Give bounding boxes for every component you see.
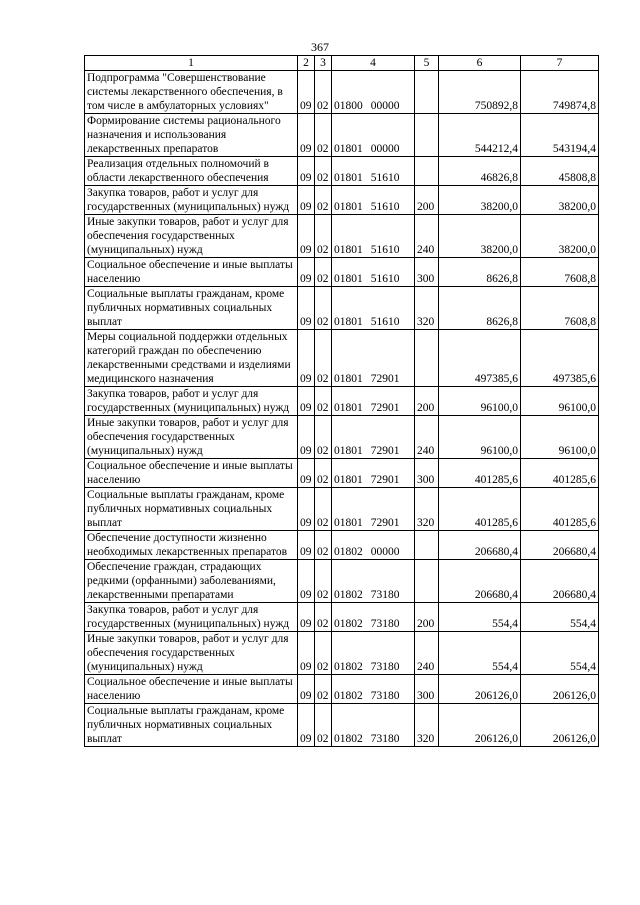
section-code-cell: 09 <box>298 287 315 330</box>
table-row <box>85 416 599 459</box>
section-code-cell: 09 <box>298 603 315 632</box>
expense-type-cell: 300 <box>415 459 439 488</box>
target-article-cell <box>332 488 415 531</box>
subsection-code-cell: 02 <box>315 215 332 258</box>
target-article-cell <box>332 632 415 675</box>
amount-year1-cell: 38200,0 <box>439 215 521 258</box>
row-name-cell: Закупка товаров, работ и услуг для государственных (муниципальных) нужд <box>85 603 298 632</box>
program-code: 01801 <box>334 474 363 486</box>
section-code-cell: 09 <box>298 258 315 287</box>
section-code-cell: 09 <box>298 330 315 387</box>
subsection-code-cell: 02 <box>315 157 332 186</box>
amount-year1-cell: 497385,6 <box>439 330 521 387</box>
direction-code: 72901 <box>370 445 400 457</box>
amount-year1-cell: 8626,8 <box>439 287 521 330</box>
table-row <box>85 258 599 287</box>
budget-table <box>84 55 599 747</box>
expense-type-cell: 300 <box>415 675 439 704</box>
table-row <box>85 488 599 531</box>
amount-year2-cell: 96100,0 <box>521 416 599 459</box>
amount-year2-cell: 45808,8 <box>521 157 599 186</box>
subsection-code-cell: 02 <box>315 560 332 603</box>
table-row <box>85 71 599 114</box>
section-code-cell: 09 <box>298 71 315 114</box>
table-row <box>85 459 599 488</box>
program-code: 01800 <box>334 100 363 112</box>
amount-year2-cell: 7608,8 <box>521 287 599 330</box>
amount-year1-cell: 206680,4 <box>439 560 521 603</box>
expense-type-cell: 320 <box>415 287 439 330</box>
section-code-cell: 09 <box>298 459 315 488</box>
program-code: 01801 <box>334 517 363 529</box>
amount-year2-cell: 206126,0 <box>521 704 599 747</box>
section-code-cell: 09 <box>298 675 315 704</box>
program-code: 01801 <box>334 143 363 155</box>
direction-code: 51610 <box>370 273 400 285</box>
target-article-cell <box>332 186 415 215</box>
subsection-code-cell: 02 <box>315 603 332 632</box>
target-article-cell <box>332 71 415 114</box>
target-article-cell <box>332 157 415 186</box>
subsection-code-cell: 02 <box>315 114 332 157</box>
amount-year1-cell: 206680,4 <box>439 531 521 560</box>
target-article-cell <box>332 387 415 416</box>
program-code: 01801 <box>334 244 363 256</box>
amount-year2-cell: 543194,4 <box>521 114 599 157</box>
row-name-cell: Меры социальной поддержки отдельных категорий граждан по обеспечению лекарственными средствами и изделиями медицинского назначения <box>85 330 298 387</box>
target-article-cell <box>332 416 415 459</box>
subsection-code-cell: 02 <box>315 330 332 387</box>
program-code: 01802 <box>334 546 363 558</box>
table-row <box>85 603 599 632</box>
row-name-cell: Социальные выплаты гражданам, кроме публичных нормативных социальных выплат <box>85 488 298 531</box>
row-name-cell: Социальные выплаты гражданам, кроме публичных нормативных социальных выплат <box>85 704 298 747</box>
program-code: 01802 <box>334 733 363 745</box>
row-name-cell: Обеспечение доступности жизненно необходимых лекарственных препаратов <box>85 531 298 560</box>
amount-year1-cell: 96100,0 <box>439 416 521 459</box>
section-code-cell: 09 <box>298 531 315 560</box>
direction-code: 73180 <box>370 618 400 630</box>
direction-code: 73180 <box>370 589 400 601</box>
table-row <box>85 186 599 215</box>
table-row <box>85 157 599 186</box>
expense-type-cell <box>415 531 439 560</box>
table-row <box>85 560 599 603</box>
target-article-cell <box>332 459 415 488</box>
target-article-cell <box>332 675 415 704</box>
program-code: 01801 <box>334 316 363 328</box>
header-row <box>85 56 599 71</box>
subsection-code-cell: 02 <box>315 387 332 416</box>
target-article-cell <box>332 531 415 560</box>
expense-type-cell <box>415 560 439 603</box>
expense-type-cell <box>415 330 439 387</box>
program-code: 01801 <box>334 373 363 385</box>
program-code: 01802 <box>334 690 363 702</box>
expense-type-cell: 240 <box>415 632 439 675</box>
expense-type-cell <box>415 71 439 114</box>
column-header: 7 <box>521 56 599 71</box>
column-header: 3 <box>315 56 332 71</box>
section-code-cell: 09 <box>298 704 315 747</box>
section-code-cell: 09 <box>298 186 315 215</box>
program-code: 01801 <box>334 273 363 285</box>
direction-code: 51610 <box>370 172 400 184</box>
row-name-cell: Иные закупки товаров, работ и услуг для обеспечения государственных (муниципальных) нужд <box>85 215 298 258</box>
amount-year1-cell: 554,4 <box>439 603 521 632</box>
amount-year1-cell: 206126,0 <box>439 704 521 747</box>
row-name-cell: Иные закупки товаров, работ и услуг для обеспечения государственных (муниципальных) нужд <box>85 416 298 459</box>
row-name-cell: Социальное обеспечение и иные выплаты населению <box>85 258 298 287</box>
program-code: 01801 <box>334 172 363 184</box>
section-code-cell: 09 <box>298 416 315 459</box>
program-code: 01802 <box>334 589 363 601</box>
section-code-cell: 09 <box>298 114 315 157</box>
table-row <box>85 287 599 330</box>
section-code-cell: 09 <box>298 387 315 416</box>
amount-year2-cell: 38200,0 <box>521 215 599 258</box>
column-header: 5 <box>415 56 439 71</box>
subsection-code-cell: 02 <box>315 488 332 531</box>
direction-code: 51610 <box>370 316 400 328</box>
program-code: 01801 <box>334 201 363 213</box>
direction-code: 00000 <box>370 546 400 558</box>
section-code-cell: 09 <box>298 157 315 186</box>
amount-year1-cell: 206126,0 <box>439 675 521 704</box>
expense-type-cell: 200 <box>415 603 439 632</box>
amount-year1-cell: 401285,6 <box>439 459 521 488</box>
program-code: 01801 <box>334 445 363 457</box>
section-code-cell: 09 <box>298 215 315 258</box>
amount-year2-cell: 7608,8 <box>521 258 599 287</box>
subsection-code-cell: 02 <box>315 416 332 459</box>
amount-year1-cell: 8626,8 <box>439 258 521 287</box>
subsection-code-cell: 02 <box>315 258 332 287</box>
amount-year2-cell: 554,4 <box>521 632 599 675</box>
subsection-code-cell: 02 <box>315 186 332 215</box>
amount-year1-cell: 46826,8 <box>439 157 521 186</box>
amount-year1-cell: 38200,0 <box>439 186 521 215</box>
subsection-code-cell: 02 <box>315 287 332 330</box>
column-header: 1 <box>85 56 298 71</box>
subsection-code-cell: 02 <box>315 632 332 675</box>
subsection-code-cell: 02 <box>315 675 332 704</box>
expense-type-cell: 320 <box>415 488 439 531</box>
target-article-cell <box>332 560 415 603</box>
amount-year2-cell: 96100,0 <box>521 387 599 416</box>
target-article-cell <box>332 258 415 287</box>
direction-code: 73180 <box>370 733 400 745</box>
direction-code: 72901 <box>370 402 400 414</box>
amount-year2-cell: 401285,6 <box>521 459 599 488</box>
amount-year2-cell: 401285,6 <box>521 488 599 531</box>
section-code-cell: 09 <box>298 560 315 603</box>
direction-code: 51610 <box>370 244 400 256</box>
page-number: 367 <box>311 40 329 54</box>
table-row <box>85 387 599 416</box>
row-name-cell: Подпрограмма "Совершенствование системы лекарственного обеспечения, в том числе в амбулаторных условиях" <box>85 71 298 114</box>
table-row <box>85 531 599 560</box>
row-name-cell: Социальное обеспечение и иные выплаты населению <box>85 675 298 704</box>
table-row <box>85 215 599 258</box>
row-name-cell: Социальное обеспечение и иные выплаты населению <box>85 459 298 488</box>
expense-type-cell: 240 <box>415 215 439 258</box>
direction-code: 00000 <box>370 143 400 155</box>
row-name-cell: Обеспечение граждан, страдающих редкими (орфанными) заболеваниями, лекарственными препаратами <box>85 560 298 603</box>
amount-year1-cell: 750892,8 <box>439 71 521 114</box>
direction-code: 73180 <box>370 690 400 702</box>
amount-year2-cell: 206126,0 <box>521 675 599 704</box>
column-header: 2 <box>298 56 315 71</box>
row-name-cell: Реализация отдельных полномочий в области лекарственного обеспечения <box>85 157 298 186</box>
row-name-cell: Закупка товаров, работ и услуг для государственных (муниципальных) нужд <box>85 387 298 416</box>
subsection-code-cell: 02 <box>315 704 332 747</box>
expense-type-cell: 300 <box>415 258 439 287</box>
program-code: 01802 <box>334 661 363 673</box>
amount-year1-cell: 554,4 <box>439 632 521 675</box>
amount-year2-cell: 38200,0 <box>521 186 599 215</box>
direction-code: 51610 <box>370 201 400 213</box>
table-row <box>85 330 599 387</box>
direction-code: 72901 <box>370 474 400 486</box>
row-name-cell: Иные закупки товаров, работ и услуг для обеспечения государственных (муниципальных) нужд <box>85 632 298 675</box>
column-header: 6 <box>439 56 521 71</box>
target-article-cell <box>332 603 415 632</box>
section-code-cell: 09 <box>298 488 315 531</box>
target-article-cell <box>332 704 415 747</box>
expense-type-cell: 240 <box>415 416 439 459</box>
table-row <box>85 704 599 747</box>
direction-code: 73180 <box>370 661 400 673</box>
target-article-cell <box>332 215 415 258</box>
amount-year1-cell: 96100,0 <box>439 387 521 416</box>
subsection-code-cell: 02 <box>315 71 332 114</box>
direction-code: 72901 <box>370 373 400 385</box>
row-name-cell: Формирование системы рационального назначения и использования лекарственных препаратов <box>85 114 298 157</box>
amount-year2-cell: 749874,8 <box>521 71 599 114</box>
row-name-cell: Закупка товаров, работ и услуг для государственных (муниципальных) нужд <box>85 186 298 215</box>
section-code-cell: 09 <box>298 632 315 675</box>
amount-year1-cell: 544212,4 <box>439 114 521 157</box>
subsection-code-cell: 02 <box>315 531 332 560</box>
target-article-cell <box>332 114 415 157</box>
table-row <box>85 632 599 675</box>
table-row <box>85 114 599 157</box>
table-row <box>85 675 599 704</box>
expense-type-cell <box>415 157 439 186</box>
expense-type-cell: 200 <box>415 186 439 215</box>
expense-type-cell: 320 <box>415 704 439 747</box>
amount-year2-cell: 206680,4 <box>521 531 599 560</box>
amount-year2-cell: 206680,4 <box>521 560 599 603</box>
program-code: 01802 <box>334 618 363 630</box>
amount-year1-cell: 401285,6 <box>439 488 521 531</box>
amount-year2-cell: 554,4 <box>521 603 599 632</box>
expense-type-cell: 200 <box>415 387 439 416</box>
direction-code: 00000 <box>370 100 400 112</box>
direction-code: 72901 <box>370 517 400 529</box>
target-article-cell <box>332 330 415 387</box>
amount-year2-cell: 497385,6 <box>521 330 599 387</box>
expense-type-cell <box>415 114 439 157</box>
program-code: 01801 <box>334 402 363 414</box>
row-name-cell: Социальные выплаты гражданам, кроме публичных нормативных социальных выплат <box>85 287 298 330</box>
target-article-cell <box>332 287 415 330</box>
column-header: 4 <box>332 56 415 71</box>
subsection-code-cell: 02 <box>315 459 332 488</box>
